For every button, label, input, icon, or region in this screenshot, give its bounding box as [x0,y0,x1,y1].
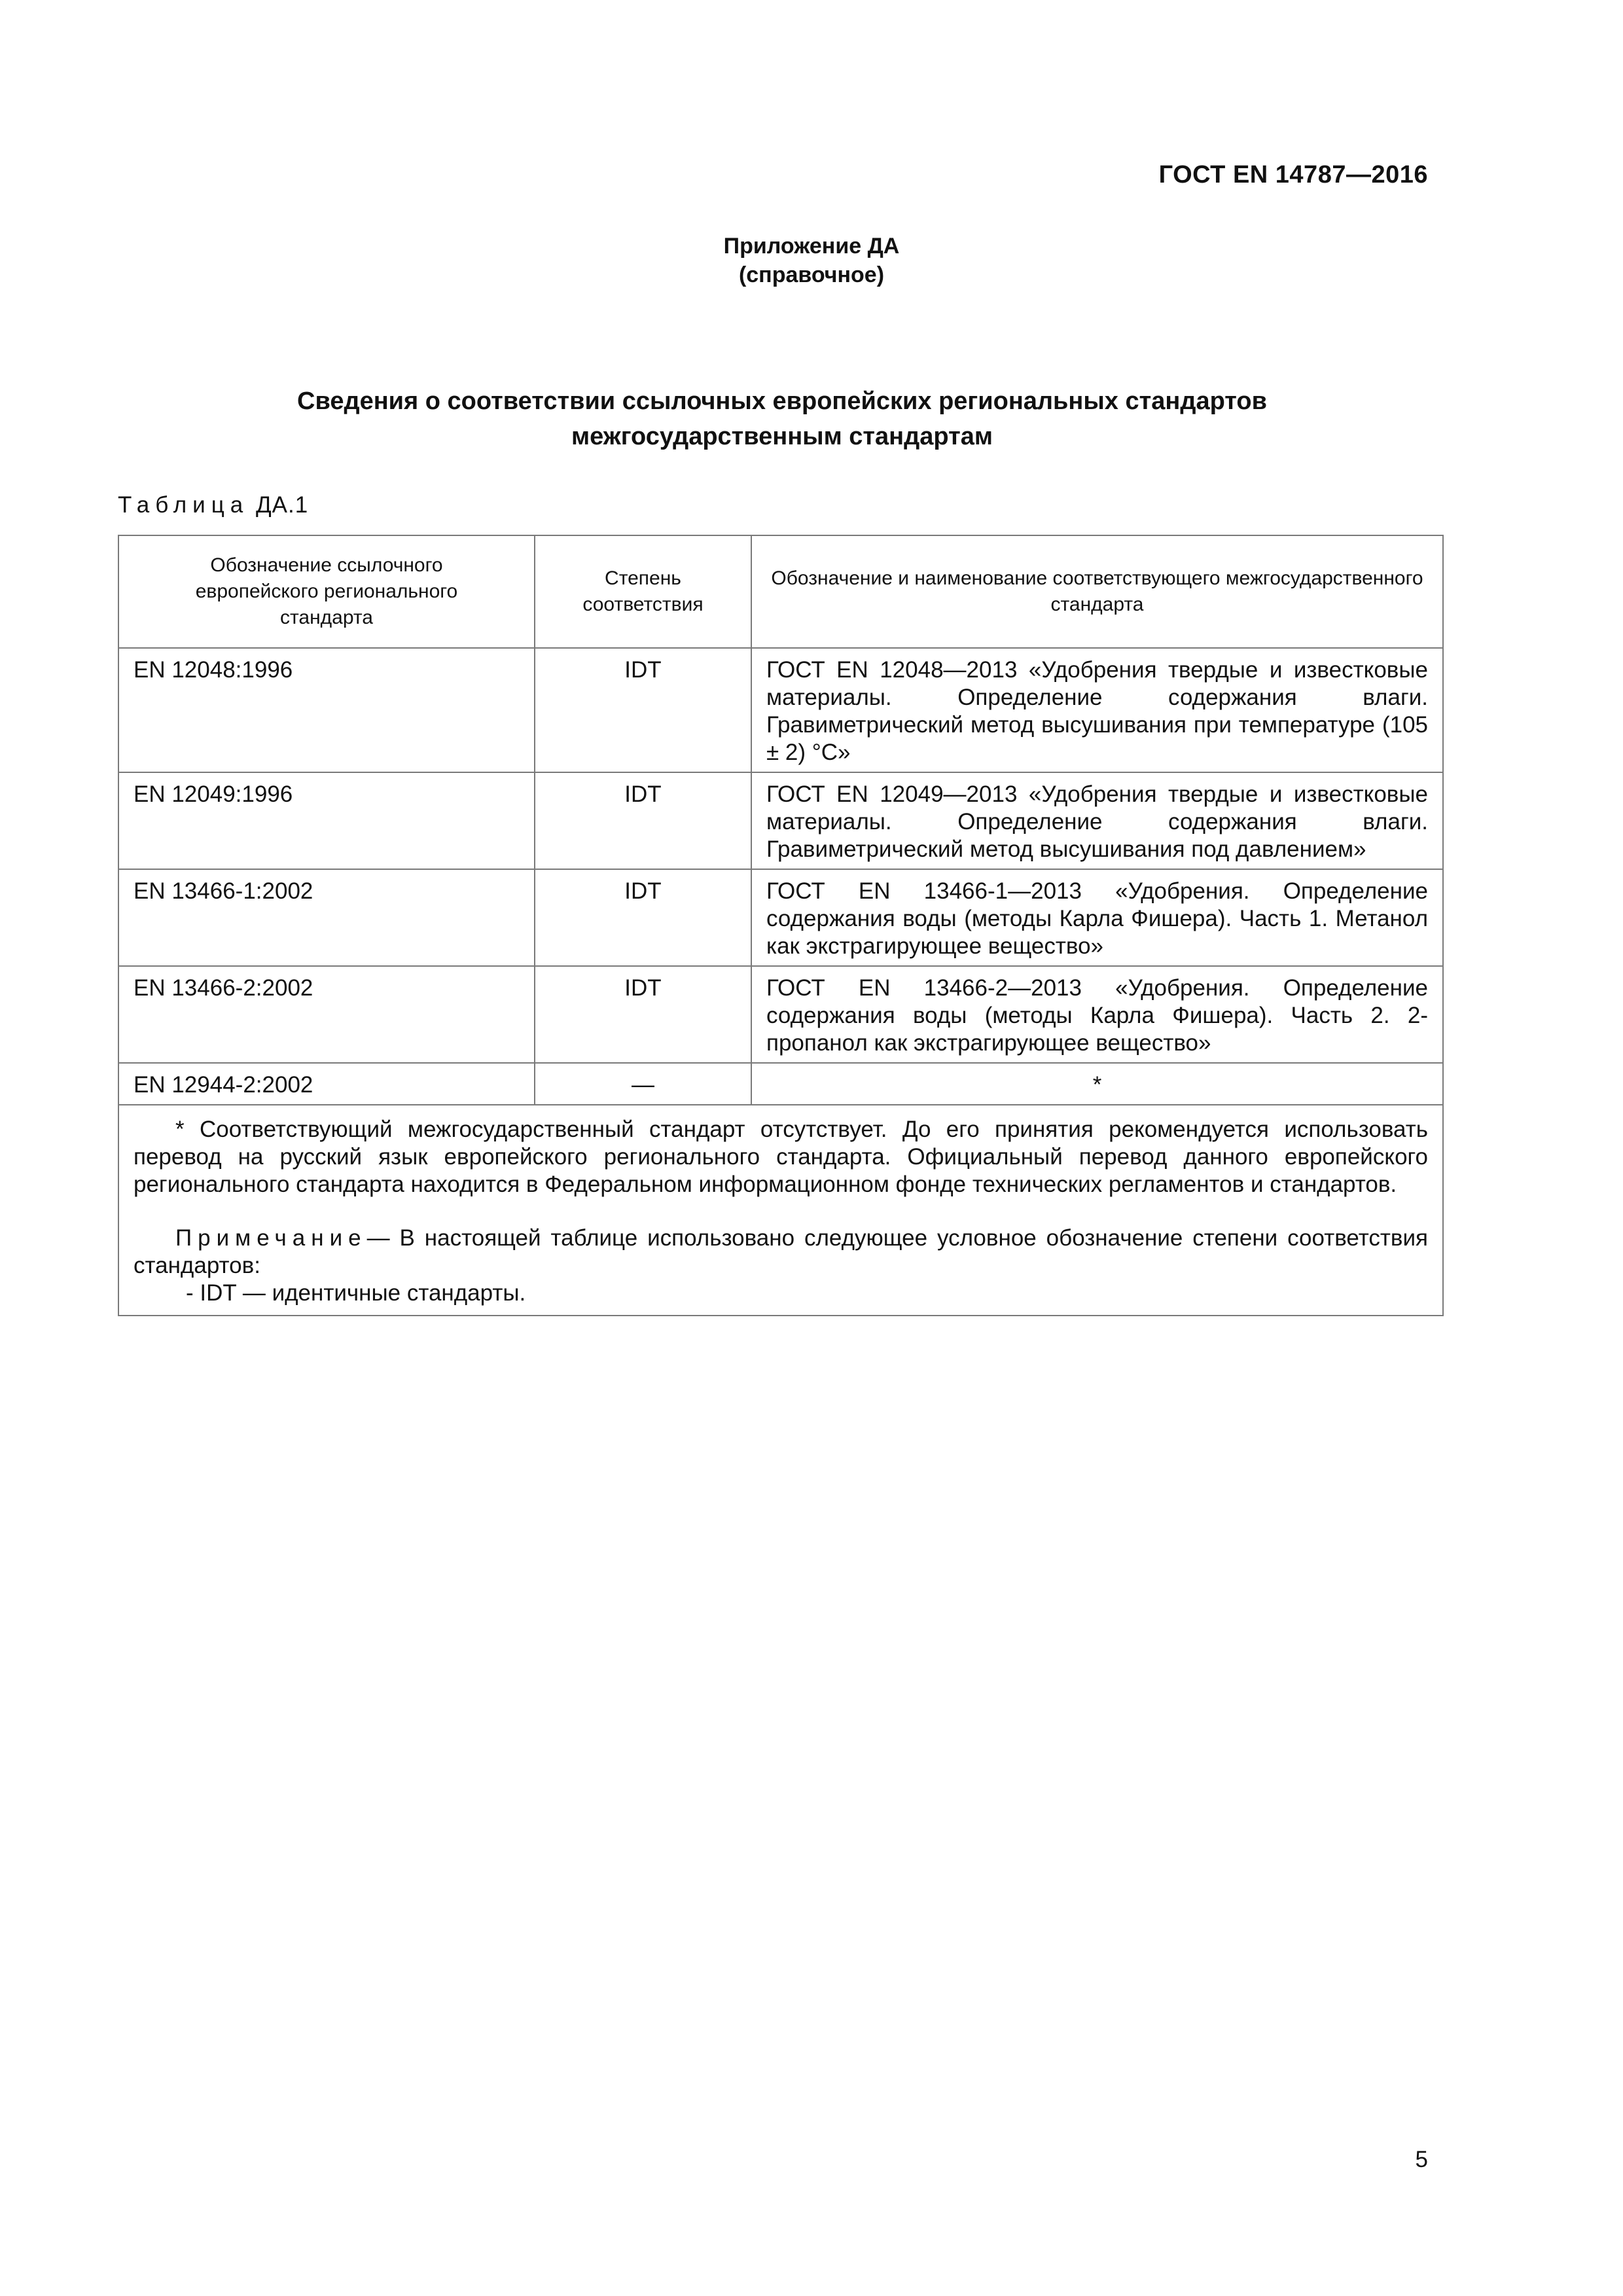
note-label: Примечание [175,1225,367,1251]
cell-reference: EN 12048:1996 [118,648,535,772]
table-caption-word: Таблица [118,492,249,518]
cell-degree: IDT [535,648,751,772]
cell-standard: * [751,1063,1443,1105]
header-interstate-standard: Обозначение и наименование соответствующего межгосударственного стандарта [751,535,1443,648]
table-row [118,1063,1443,1105]
cell-degree: — [535,1063,751,1105]
table-caption [118,492,308,518]
cell-reference: EN 12944-2:2002 [118,1063,535,1105]
note-text: — В настоящей таблице использовано следующее условное обозначение степени соответствия стандартов: [134,1225,1428,1278]
cell-degree: IDT [535,966,751,1063]
annex-heading [0,232,1623,289]
table-header-row [118,535,1443,648]
annex-subtitle: (справочное) [738,262,885,287]
section-title-line1: Сведения о соответствии ссылочных европейских региональных стандартов [297,387,1267,415]
cell-standard: ГОСТ EN 12049—2013 «Удобрения твердые и известковые материалы. Определение содержания влаги. Гравиметрический метод высушивания под давлением» [751,772,1443,869]
note-list-item: - IDT — идентичные стандарты. [186,1280,526,1306]
table-footnote-row [118,1105,1443,1316]
cell-standard: ГОСТ EN 13466-1—2013 «Удобрения. Определение содержания воды (методы Карла Фишера). Часть 1. Метанол как экстрагирующее вещество» [751,869,1443,966]
note-paragraph [134,1225,1428,1280]
cell-standard: ГОСТ EN 12048—2013 «Удобрения твердые и известковые материалы. Определение содержания влаги. Гравиметрический метод высушивания при температуре (105 ± 2) °С» [751,648,1443,772]
footnote-text: * Соответствующий межгосударственный стандарт отсутствует. До его принятия рекомендуется использовать перевод на русский язык европейского регионального стандарта. Официальный перевод данного европейского регионального стандарта находится в Федеральном информационном фонде технических регламентов и стандартов. [134,1117,1428,1197]
cell-standard: ГОСТ EN 13466-2—2013 «Удобрения. Определение содержания воды (методы Карла Фишера). Часть 2. 2-пропанол как экстрагирующее вещество» [751,966,1443,1063]
page-number: 5 [1415,2147,1428,2172]
cell-reference: EN 13466-2:2002 [118,966,535,1063]
header-degree: Степень соответствия [535,535,751,648]
document-code: ГОСТ EN 14787—2016 [1158,161,1428,188]
footnote-cell [118,1105,1443,1316]
section-title [118,384,1446,454]
cell-degree: IDT [535,869,751,966]
cell-reference: EN 13466-1:2002 [118,869,535,966]
annex-title: Приложение ДА [723,234,900,259]
cell-degree: IDT [535,772,751,869]
correspondence-table [118,535,1444,1316]
section-title-line2: межгосударственным стандартам [571,423,993,450]
table-row [118,648,1443,772]
table-row [118,772,1443,869]
table-caption-number: ДА.1 [255,492,309,518]
cell-reference: EN 12049:1996 [118,772,535,869]
table-row [118,869,1443,966]
header-reference-standard: Обозначение ссылочного европейского регионального стандарта [118,535,535,648]
table-row [118,966,1443,1063]
